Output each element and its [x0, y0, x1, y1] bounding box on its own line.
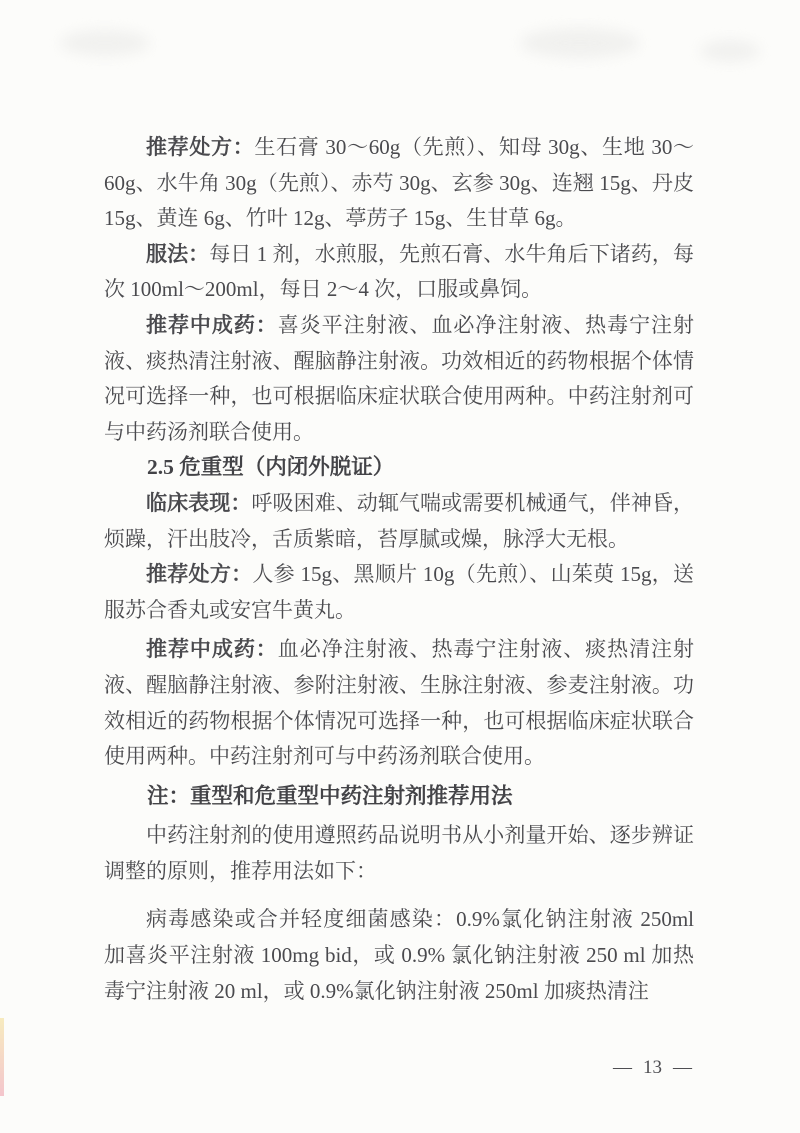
footer-dash-right: —: [673, 1057, 692, 1078]
section-heading-critical-type: 2.5 危重型（内闭外脱证）: [147, 455, 395, 480]
paragraph-label: 推荐中成药：: [146, 312, 278, 337]
paragraph-text: 病毒感染或合并轻度细菌感染：0.9%氯化钠注射液 250ml 加喜炎平注射液 100mg bid，或 0.9% 氯化钠注射液 250 ml 加热毒宁注射液 20 ml，或 0.9%氯化钠注射液 250ml 加痰热清注: [104, 907, 694, 1003]
paragraph-label: 推荐处方：: [146, 135, 255, 159]
paragraph-text: 人参 15g、黑顺片 10g（先煎）、山茱萸 15g，送服苏合香丸或安宫牛黄丸。: [104, 562, 695, 622]
scan-smudge: [700, 40, 760, 62]
paragraph-recommended-prescription-critical: [104, 557, 694, 628]
paragraph-viral-infection-dosage: [104, 902, 694, 1009]
paragraph-label: 临床表现：: [146, 490, 252, 515]
scan-smudge: [520, 28, 640, 58]
paragraph-recommended-patent-medicine-severe: [104, 308, 694, 450]
paragraph-text: 喜炎平注射液、血必净注射液、热毒宁注射液、痰热清注射液、醒脑静注射液。功效相近的药物根据个体情况可选择一种，也可根据临床症状联合使用两种。中药注射剂可与中药汤剂联合使用。: [104, 312, 694, 444]
paragraph-administration-method: [104, 237, 694, 308]
paragraph-text: 血必净注射液、热毒宁注射液、痰热清注射液、醒脑静注射液、参附注射液、生脉注射液、参麦注射液。功效相近的药物根据个体情况可选择一种，也可根据临床症状联合使用两种。中药注射剂可与中药汤剂联合使用。: [104, 637, 694, 769]
paragraph-label: 推荐处方：: [146, 562, 253, 587]
paragraph-text: 生石膏 30～60g（先煎）、知母 30g、生地 30～60g、水牛角 30g（先煎）、赤芍 30g、玄参 30g、连翘 15g、丹皮 15g、黄连 6g、竹叶 12g、葶苈子 15g、生甘草 6g。: [104, 135, 695, 231]
paragraph-recommended-patent-medicine-critical: [104, 632, 694, 774]
document-content: [104, 130, 694, 1009]
paragraph-text: 呼吸困难、动辄气喘或需要机械通气，伴神昏，烦躁，汗出肢冷，舌质紫暗，苔厚腻或燥，脉浮大无根。: [104, 490, 695, 551]
footer-dash-left: —: [613, 1057, 632, 1078]
section-heading-injection-usage-note: 注：重型和危重型中药注射剂推荐用法: [147, 783, 513, 808]
paragraph-injection-usage-principle: [104, 818, 694, 889]
paragraph-clinical-manifestations: [104, 486, 694, 557]
paragraph-label: 服法：: [146, 241, 210, 266]
page-number: 13: [643, 1057, 662, 1078]
paragraph-text: 中药注射剂的使用遵照药品说明书从小剂量开始、逐步辨证调整的原则，推荐用法如下：: [104, 823, 694, 883]
paragraph-label: 推荐中成药：: [146, 637, 278, 662]
page-footer: [613, 1056, 692, 1080]
paragraph-text: 每日 1 剂，水煎服，先煎石膏、水牛角后下诸药，每次 100ml～200ml，每日 2～4 次，口服或鼻饲。: [104, 241, 695, 302]
scan-edge-artifact: [0, 1018, 4, 1096]
scan-smudge: [60, 30, 150, 56]
paragraph-recommended-prescription-severe: [104, 130, 694, 237]
